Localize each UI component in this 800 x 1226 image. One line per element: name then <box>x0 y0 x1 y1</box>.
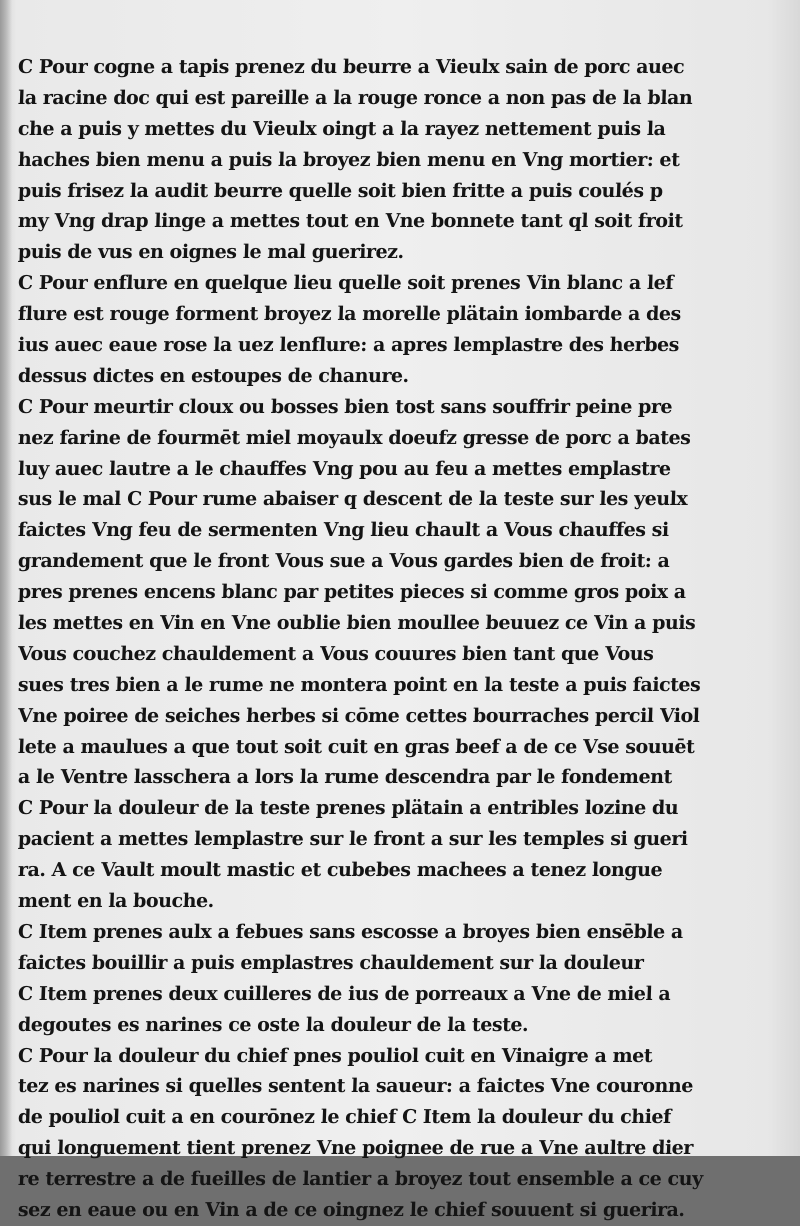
text-line: Vous couchez chauldement a Vous couures bien tant que Vous <box>17 642 654 665</box>
text-line: dessus dictes en estoupes de chanure. <box>17 364 410 387</box>
text-line: qui longuement tient prenez Vne poignee de rue a Vne aultre dier <box>17 1137 694 1160</box>
text-line: puis de vus en oignes le mal guerirez. <box>17 241 405 264</box>
text-line: C Pour la douleur de la teste prenes plätain a entribles lozine du <box>17 797 679 820</box>
text-line: haches bien menu a puis la broyez bien menu en Vng mortier: et <box>17 148 680 171</box>
text-line: luy auec lautre a le chauffes Vng pou au feu a mettes emplastre <box>17 457 671 480</box>
text-line: C Pour la douleur du chief pnes pouliol cuit en Vinaigre a met <box>17 1044 653 1067</box>
text-line: grandement que le front Vous sue a Vous gardes bien de froit: a <box>17 550 670 573</box>
text-line: tez es narines si quelles sentent la saueur: a faictes Vne couronne <box>17 1075 694 1098</box>
text-line: ra. A ce Vault moult mastic et cubebes machees a tenez longue <box>17 859 663 882</box>
text-line: degoutes es narines ce oste la douleur de la teste. <box>17 1013 529 1036</box>
text-line: faictes bouillir a puis emplastres chauldement sur la douleur <box>17 951 644 974</box>
text-line: de pouliol cuit a en courōnez le chief C Item la douleur du chief <box>17 1106 672 1129</box>
text-line: faictes Vng feu de sermenten Vng lieu chault a Vous chauffes si <box>17 519 670 542</box>
text-line: a le Ventre lasschera a lors la rume descendra par le fondement <box>17 766 673 789</box>
text-line: Vne poiree de seiches herbes si cōme cettes bourraches percil Viol <box>17 704 700 727</box>
text-line: pacient a mettes lemplastre sur le front a sur les temples si gueri <box>17 828 689 851</box>
text-line: ment en la bouche. <box>17 890 215 913</box>
text-line: che a puis y mettes du Vieulx oingt a la rayez nettement puis la <box>17 117 666 140</box>
text-line: sues tres bien a le rume ne montera point en la teste a puis faictes <box>17 673 701 696</box>
text-line: C Pour meurtir cloux ou bosses bien tost sans souffrir peine pre <box>17 395 673 418</box>
text-line: la racine doc qui est pareille a la rouge ronce a non pas de la blan <box>17 86 693 109</box>
text-line: ius auec eaue rose la uez lenflure: a apres lemplastre des herbes <box>17 334 680 357</box>
blackletter-text-column <box>18 52 788 1226</box>
text-line: lete a maulues a que tout soit cuit en gras beef a de ce Vse souuēt <box>17 735 695 758</box>
text-line: re terrestre a de fueilles de lantier a broyez tout ensemble a ce cuy <box>17 1168 704 1191</box>
text-line: puis frisez la audit beurre quelle soit bien fritte a puis coulés p <box>17 179 664 202</box>
text-line: les mettes en Vin en Vne oublie bien moullee beuuez ce Vin a puis <box>17 612 696 635</box>
text-line: sez en eaue ou en Vin a de ce oingnez le chief souuent si guerira. <box>17 1198 686 1221</box>
text-line: my Vng drap linge a mettes tout en Vne bonnete tant ql soit froit <box>17 210 684 233</box>
text-line: flure est rouge forment broyez la morelle plätain iombarde a des <box>17 303 682 326</box>
text-line: pres prenes encens blanc par petites pieces si comme gros poix a <box>17 581 687 604</box>
text-line: nez farine de fourmēt miel moyaulx doeufz gresse de porc a bates <box>17 426 691 449</box>
text-line: sus le mal C Pour rume abaiser q descent de la teste sur les yeulx <box>17 488 688 511</box>
text-line: C Item prenes aulx a febues sans escosse a broyes bien ensēble a <box>17 920 684 943</box>
text-line: C Pour cogne a tapis prenez du beurre a Vieulx sain de porc auec <box>17 56 685 78</box>
text-line: C Pour enflure en quelque lieu quelle soit prenes Vin blanc a lef <box>17 272 674 295</box>
page-gutter-shadow <box>0 0 12 1156</box>
text-line: C Item prenes deux cuilleres de ius de porreaux a Vne de miel a <box>17 982 671 1005</box>
